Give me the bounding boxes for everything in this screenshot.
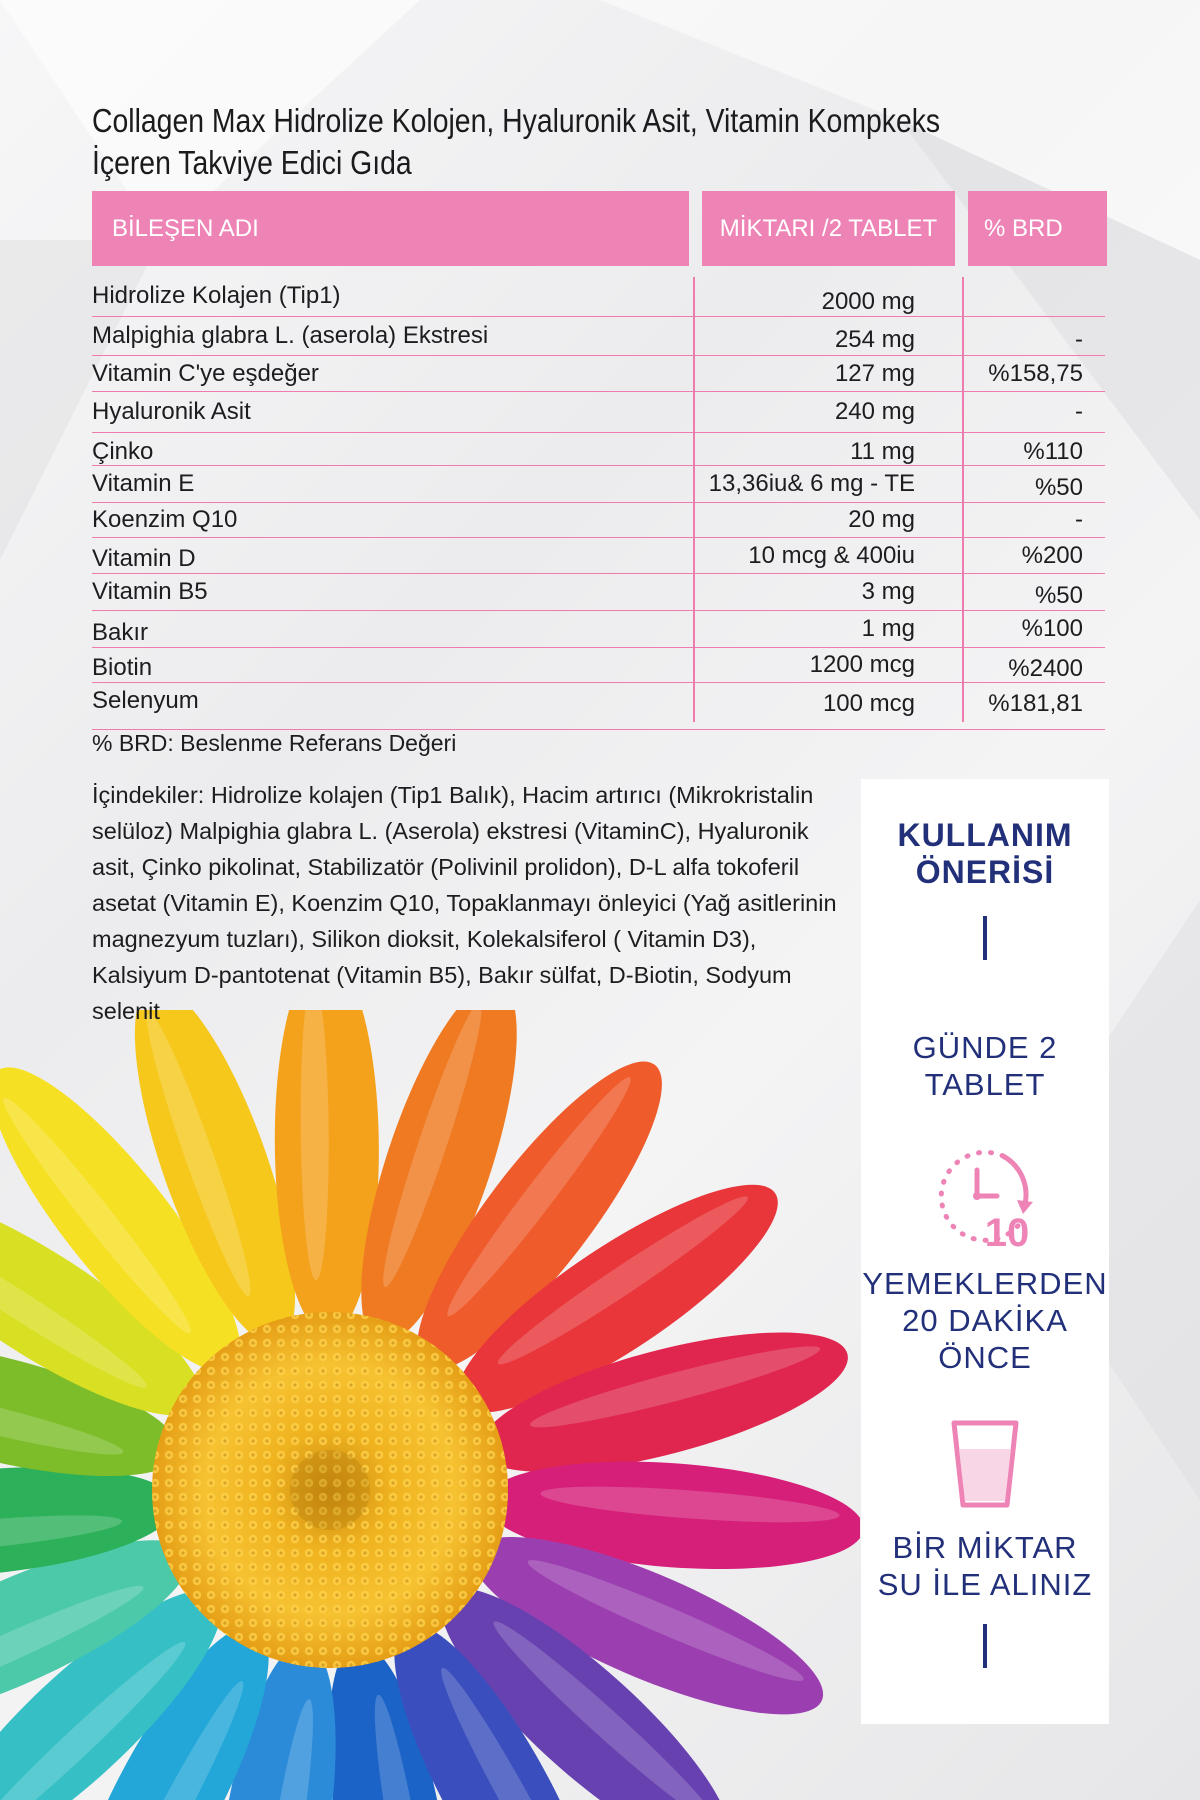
dose-line: GÜNDE 2: [912, 1030, 1058, 1065]
row-name: Malpighia glabra L. (aserola) Ekstresi: [92, 322, 489, 349]
usage-heading: [861, 817, 1109, 891]
ingredients-line: asetat (Vitamin E), Koenzim Q10, Topaklanmayı önleyici (Yağ asitlerinin: [92, 890, 837, 916]
timing-line: YEMEKLERDEN: [862, 1266, 1108, 1301]
row-amount: 10 mcg & 400iu: [748, 541, 915, 569]
table-row: [92, 683, 1105, 730]
table-row: [92, 538, 1105, 574]
row-amount: 100 mcg: [822, 690, 915, 718]
row-name: Vitamin C'ye eşdeğer: [92, 359, 319, 387]
row-name: Hidrolize Kolajen (Tip1): [92, 281, 341, 309]
clock-icon: [925, 1144, 1045, 1254]
header-amount: [702, 191, 955, 266]
row-brd: %200: [1021, 541, 1083, 569]
table-row: [92, 574, 1105, 611]
row-brd: %181,81: [988, 690, 1083, 718]
timing-line: ÖNCE: [938, 1340, 1032, 1375]
water-glass-icon: [949, 1419, 1021, 1509]
ingredients-line: İçindekiler: Hidrolize kolajen (Tip1 Balık), Hacim artırıcı (Mikrokristalin: [92, 782, 814, 808]
water-line: BİR MİKTAR: [892, 1530, 1078, 1565]
nutrition-table: [92, 275, 1105, 730]
row-brd: -: [1075, 398, 1083, 425]
table-row: [92, 433, 1105, 466]
row-name: Bakır: [92, 618, 149, 646]
row-amount: 20 mg: [848, 506, 915, 533]
column-divider: [693, 277, 695, 722]
water-text: [861, 1529, 1109, 1603]
ingredients-line: Kalsiyum D-pantotenat (Vitamin B5), Bakır sülfat, D-Biotin, Sodyum: [92, 962, 792, 988]
table-row: [92, 611, 1105, 648]
brd-note: % BRD: Beslenme Referans Değeri: [92, 730, 457, 756]
usage-heading-line: KULLANIM: [897, 817, 1073, 853]
usage-heading-line: ÖNERİSİ: [915, 854, 1055, 890]
row-amount: 3 mg: [861, 578, 915, 605]
table-row: [92, 356, 1105, 392]
row-name: Selenyum: [92, 687, 199, 715]
row-name: Vitamin D: [92, 545, 196, 572]
divider-bar: [983, 916, 987, 960]
row-name: Koenzim Q10: [92, 506, 238, 533]
product-title-line-2: İçeren Takviye Edici Gıda: [92, 144, 412, 181]
divider-bar: [983, 1624, 987, 1668]
row-brd: -: [1075, 325, 1083, 353]
product-title-line-1: Collagen Max Hidrolize Kolojen, Hyaluronik Asit, Vitamin Kompkeks: [92, 102, 941, 139]
row-name: Biotin: [92, 654, 153, 682]
table-row: [92, 317, 1105, 356]
header-ingredient-name-label: BİLEŞEN ADI: [112, 214, 259, 242]
clock-number: 10: [984, 1211, 1030, 1254]
ingredients-text: [92, 777, 852, 1029]
row-brd: -: [1075, 506, 1083, 533]
row-name: Vitamin B5: [92, 578, 208, 605]
row-brd: %100: [1021, 615, 1083, 642]
header-brd-label: % BRD: [984, 214, 1063, 242]
timing-line: 20 DAKİKA: [902, 1303, 1068, 1338]
table-row: [92, 392, 1105, 433]
row-amount: 127 mg: [834, 359, 915, 387]
row-amount: 1200 mcg: [809, 651, 915, 678]
row-amount: 11 mg: [850, 438, 915, 466]
timing-text: [861, 1265, 1109, 1376]
water-line: SU İLE ALINIZ: [877, 1567, 1093, 1602]
row-brd: %50: [1034, 582, 1083, 610]
dose-line: TABLET: [924, 1067, 1046, 1102]
table-row: [92, 275, 1105, 317]
row-amount: 13,36iu& 6 mg - TE: [708, 470, 915, 497]
header-brd: [968, 191, 1107, 266]
row-brd: %158,75: [988, 359, 1083, 387]
row-name: Hyaluronik Asit: [92, 398, 251, 425]
column-divider: [962, 277, 964, 722]
product-title: [92, 100, 952, 184]
header-amount-label: MİKTARI /2 TABLET: [719, 214, 938, 242]
table-row: [92, 648, 1105, 683]
header-ingredient-name: [92, 191, 689, 266]
row-name: Vitamin E: [92, 470, 195, 497]
ingredients-line: asit, Çinko pikolinat, Stabilizatör (Polivinil prolidon), D-L alfa tokoferil: [92, 854, 800, 880]
row-amount: 254 mg: [834, 325, 915, 353]
rainbow-flower-illustration: [0, 1010, 860, 1800]
dose-text: [861, 1029, 1109, 1103]
usage-panel: [861, 779, 1109, 1724]
table-row: [92, 503, 1105, 538]
row-brd: %110: [1023, 438, 1083, 466]
table-row: [92, 466, 1105, 503]
ingredients-line: selüloz) Malpighia glabra L. (Aserola) ekstresi (VitaminC), Hyaluronik: [92, 818, 809, 844]
row-amount: 2000 mg: [821, 287, 915, 315]
row-amount: 1 mg: [861, 615, 915, 642]
row-amount: 240 mg: [834, 398, 915, 425]
row-name: Çinko: [92, 438, 154, 466]
row-brd: %2400: [1008, 655, 1083, 683]
ingredients-line: magnezyum tuzları), Silikon dioksit, Kolekalsiferol ( Vitamin D3),: [92, 926, 757, 952]
ingredients-line: selenit: [92, 998, 160, 1024]
row-brd: %50: [1034, 473, 1083, 501]
